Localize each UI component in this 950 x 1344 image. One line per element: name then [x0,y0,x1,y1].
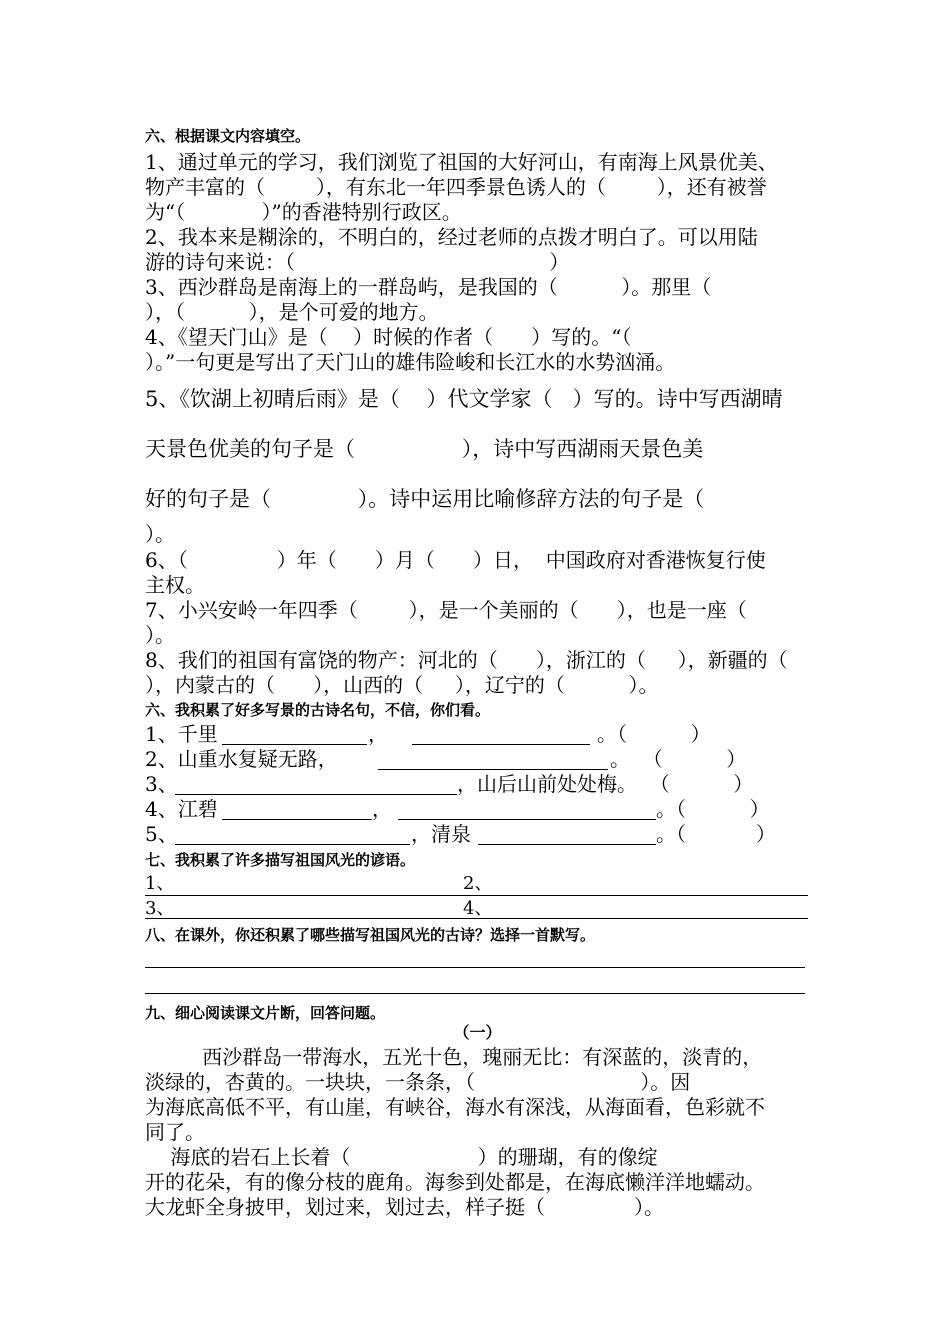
proverb-4-label: 4、 [463,898,493,919]
answer-line-1[interactable] [145,967,805,968]
q1-line-2: 物产丰富的（ ），有东北一年四季景色诱人的（ ），还有被誉 [145,175,767,199]
reading-line-6: 开的花朵，有的像分枝的鹿角。海参到处都是，在海底懒洋洋地蠕动。 [145,1170,765,1194]
q4-line-1: 4、《望天门山》是（ ）时候的作者（ ）写的。“（ [145,325,632,349]
reading-line-2: 淡绿的，杏黄的。一块块，一条条，（ ）。因 [145,1070,691,1094]
poem-row-4-comma: ， [372,797,392,821]
section-7-title: 七、我积累了许多描写祖国风光的谚语。 [145,851,416,869]
section-6-title: 六、根据课文内容填空。 [145,127,311,145]
proverb-2-label: 2、 [463,873,493,894]
poem-row-3-rest: ，山后山前处处梅。 （ ） [457,772,754,796]
section-8-title: 八、在课外，你还积累了哪些描写祖国风光的古诗？选择一首默写。 [145,926,596,944]
q5-line-2: 天景色优美的句子是（ ），诗中写西湖雨天景色美 [145,437,704,461]
reading-line-7: 大龙虾全身披甲，划过来，划过去，样子挺（ ）。 [145,1195,665,1219]
poem-row-5-label: 5、 [145,822,178,846]
poem-row-1-label: 1、千里 [145,722,218,746]
q7-line-1: 7、小兴安岭一年四季（ ），是一个美丽的（ ），也是一座（ [145,598,747,622]
q5-line-3: 好的句子是（ ）。诗中运用比喻修辞方法的句子是（ [145,487,705,511]
q3-line-1: 3、西沙群岛是南海上的一群岛屿，是我国的（ ）。那里（ [145,275,712,299]
q4-line-2: ）。”一句更是写出了天门山的雄伟险峻和长江水的水势汹涌。 [145,350,676,374]
poem-row-4-blank-2[interactable] [398,819,656,820]
section-6b-title: 六、我积累了好多写景的古诗名句，不信，你们看。 [145,701,491,719]
part-label: （一） [453,1023,502,1042]
q6-line-1: 6、（ ）年（ ）月（ ）日， 中国政府对香港恢复行使 [145,548,766,572]
poem-row-3-label: 3、 [145,772,178,796]
proverb-row-1-line[interactable] [145,895,808,896]
poem-row-5-source: 。（ ） [656,822,776,846]
q2-line-2: 游的诗句来说：（ ） [145,250,570,274]
poem-row-5-blank-2[interactable] [478,844,656,845]
reading-line-1: 西沙群岛一带海水，五光十色，瑰丽无比：有深蓝的，淡青的， [145,1045,763,1069]
q5-line-1: 5、《饮湖上初晴后雨》是（ ）代文学家（ ）写的。诗中写西湖晴 [145,387,783,411]
reading-line-5: 海底的岩石上长着（ ）的珊瑚，有的像绽 [145,1145,658,1169]
answer-line-2[interactable] [145,993,805,994]
reading-line-3: 为海底高低不平，有山崖，有峡谷，海水有深浅，从海面看，色彩就不 [145,1095,765,1119]
poem-row-1-comma: ， [368,722,388,746]
poem-row-4-source: 。（ ） [656,797,770,821]
proverb-row-2-line[interactable] [145,918,808,919]
proverb-3-label: 3、 [145,898,175,919]
poem-row-5-mid: ，清泉 [411,822,471,846]
poem-row-3-blank[interactable] [175,794,457,795]
q6-line-2: 主权。 [145,573,205,597]
poem-row-2-source: 。 （ ） [610,747,747,771]
q8-line-2: ），内蒙古的（ ），山西的（ ），辽宁的（ ）。 [145,673,659,697]
poem-row-1-blank-1[interactable] [222,744,367,745]
poem-row-1-blank-2[interactable] [412,744,590,745]
poem-row-2-blank[interactable] [378,769,608,770]
proverb-1-label: 1、 [145,873,175,894]
q1-line-3: 为“（ ）”的香港特别行政区。 [145,200,462,224]
section-9-title: 九、细心阅读课文片断，回答问题。 [145,1004,386,1022]
poem-row-2-label: 2、山重水复疑无路， [145,747,338,771]
poem-row-5-blank-1[interactable] [175,844,410,845]
q1-line-1: 1、通过单元的学习，我们浏览了祖国的大好河山，有南海上风景优美、 [145,150,778,174]
q7-line-2: ）。 [145,623,175,647]
poem-row-1-source: 。（ ） [597,722,711,746]
poem-row-4-blank-1[interactable] [222,819,372,820]
poem-row-4-label: 4、江碧 [145,797,218,821]
q5-line-4: ）。 [145,522,175,546]
reading-line-4: 同了。 [145,1120,205,1144]
q3-line-2: ），（ ），是个可爱的地方。 [145,300,439,324]
q8-line-1: 8、我们的祖国有富饶的物产：河北的（ ），浙江的（ ），新疆的（ [145,648,788,672]
q2-line-1: 2、我本来是糊涂的，不明白的，经过老师的点拨才明白了。可以用陆 [145,225,758,249]
